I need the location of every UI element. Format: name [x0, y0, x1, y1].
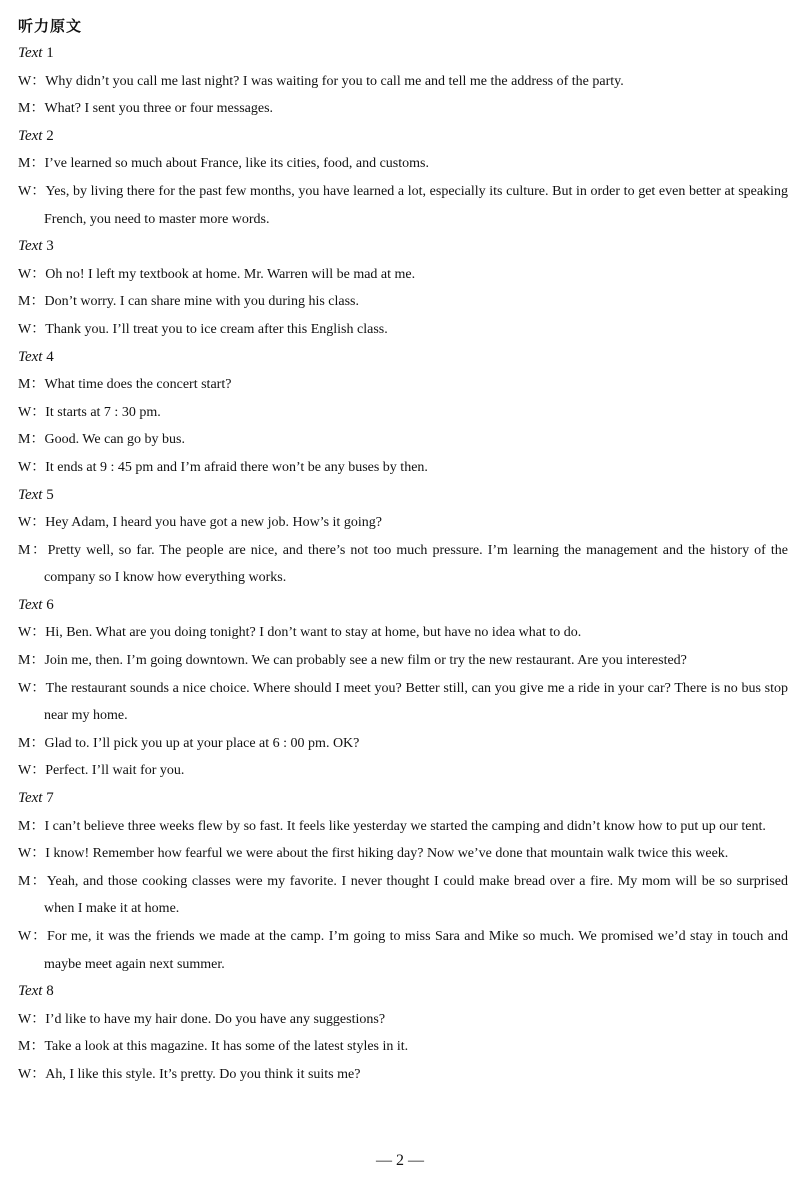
utterance-text: Why didn’t you call me last night? I was waiting for you to call me and tell me the address of the party.: [45, 73, 624, 89]
text-heading-number: 7: [46, 790, 54, 807]
text-heading: [18, 123, 788, 151]
text-heading-number: 8: [46, 983, 54, 1000]
dialogue-line: [18, 1006, 788, 1034]
speaker-label: W：: [18, 321, 46, 337]
text-heading: [18, 40, 788, 68]
dialogue-line: [18, 675, 788, 730]
speaker-label: W：: [18, 266, 46, 282]
dialogue-line: [18, 150, 788, 178]
dialogue-line: [18, 1033, 788, 1061]
text-heading-label: Text: [18, 983, 43, 1000]
text-heading-label: Text: [18, 486, 43, 503]
page-title: 听力原文: [18, 17, 83, 35]
utterance-text: I know! Remember how fearful we were about the first hiking day? Now we’ve done that mountain walk twice this week.: [45, 846, 729, 862]
speaker-label: W：: [18, 404, 46, 420]
utterance-text: Pretty well, so far. The people are nice, and there’s not too much pressure. I’m learning the management and the history of the company so I know how everything works.: [44, 542, 788, 586]
dialogue-line: [18, 399, 788, 427]
page-number: — 2 —: [376, 1152, 424, 1169]
text-heading-label: Text: [18, 596, 43, 613]
utterance-text: Yeah, and those cooking classes were my favorite. I never thought I could make bread over a fire. My mom will be so surprised when I make it at home.: [44, 873, 789, 917]
dialogue-line: [18, 647, 788, 675]
speaker-label: M：: [18, 735, 45, 751]
utterance-text: Oh no! I left my textbook at home. Mr. Warren will be mad at me.: [45, 266, 416, 282]
text-heading-number: 5: [46, 486, 54, 503]
speaker-label: W：: [18, 459, 46, 475]
dialogue-line: [18, 316, 788, 344]
text-heading-label: Text: [18, 127, 43, 144]
text-heading-label: Text: [18, 348, 43, 365]
utterance-text: Good. We can go by bus.: [44, 432, 185, 448]
utterance-text: Join me, then. I’m going downtown. We can probably see a new film or try the new restaurant. Are you interested?: [44, 653, 687, 669]
utterance-text: Perfect. I’ll wait for you.: [45, 763, 185, 779]
utterance-text: Don’t worry. I can share mine with you during his class.: [44, 294, 360, 310]
speaker-label: M：: [18, 156, 45, 172]
dialogue-line: [18, 619, 788, 647]
text-heading: [18, 233, 788, 261]
dialogue-line: [18, 537, 788, 592]
speaker-label: W：: [18, 763, 46, 779]
text-heading-number: 6: [46, 596, 54, 613]
dialogue-line: [18, 178, 788, 233]
dialogue-line: [18, 757, 788, 785]
speaker-label: W：: [18, 183, 46, 199]
utterance-text: Glad to. I’ll pick you up at your place at 6 : 00 pm. OK?: [44, 735, 360, 751]
utterance-text: Thank you. I’ll treat you to ice cream after this English class.: [45, 321, 388, 337]
dialogue-line: [18, 454, 788, 482]
speaker-label: M：: [18, 377, 45, 393]
dialogue-line: [18, 371, 788, 399]
speaker-label: M：: [18, 294, 45, 310]
utterance-text: I’ve learned so much about France, like its cities, food, and customs.: [44, 156, 429, 172]
speaker-label: M：: [18, 818, 45, 834]
text-heading: [18, 482, 788, 510]
utterance-text: Take a look at this magazine. It has some of the latest styles in it.: [44, 1039, 409, 1055]
utterance-text: I’d like to have my hair done. Do you have any suggestions?: [45, 1011, 386, 1027]
speaker-label: W：: [18, 1011, 46, 1027]
text-heading: [18, 785, 788, 813]
utterance-text: Hey Adam, I heard you have got a new job. How’s it going?: [45, 515, 382, 531]
utterance-text: I can’t believe three weeks flew by so fast. It feels like yesterday we started the camping and didn’t know how to put up our tent.: [44, 818, 766, 834]
speaker-label: W：: [18, 680, 46, 696]
text-heading-label: Text: [18, 45, 43, 61]
dialogue-line: [18, 261, 788, 289]
dialogue-line: [18, 923, 788, 978]
dialogue-line: [18, 509, 788, 537]
utterance-text: For me, it was the friends we made at the camp. I’m going to miss Sara and Mike so much. We promised we’d stay in touch and maybe meet again next summer.: [44, 929, 789, 972]
text-heading-number: 2: [46, 127, 54, 144]
dialogue-line: [18, 288, 788, 316]
dialogue-line: [18, 868, 788, 923]
speaker-label: W：: [18, 73, 46, 89]
speaker-label: M：: [18, 1039, 45, 1055]
speaker-label: M：: [18, 432, 45, 448]
utterance-text: The restaurant sounds a nice choice. Where should I meet you? Better still, can you give me a ride in your car? There is no bus stop near my home.: [44, 680, 788, 724]
speaker-label: W：: [18, 929, 48, 944]
speaker-label: W：: [18, 625, 46, 641]
dialogue-line: [18, 1061, 788, 1089]
transcript-body: [18, 40, 788, 1089]
utterance-text: Ah, I like this style. It’s pretty. Do you think it suits me?: [45, 1066, 361, 1082]
dialogue-line: [18, 730, 788, 758]
dialogue-line: [18, 95, 788, 123]
speaker-label: W：: [18, 846, 46, 862]
utterance-text: It starts at 7 : 30 pm.: [45, 404, 161, 420]
text-heading: [18, 978, 788, 1006]
utterance-text: What time does the concert start?: [44, 377, 232, 393]
speaker-label: W：: [18, 1066, 46, 1082]
speaker-label: M：: [18, 542, 48, 558]
speaker-label: M：: [18, 653, 45, 669]
text-heading-label: Text: [18, 790, 43, 807]
speaker-label: M：: [18, 101, 45, 117]
speaker-label: W：: [18, 515, 46, 531]
text-heading-number: 4: [46, 348, 54, 365]
utterance-text: Hi, Ben. What are you doing tonight? I don’t want to stay at home, but have no idea what to do.: [45, 625, 582, 641]
speaker-label: M：: [18, 873, 47, 889]
dialogue-line: [18, 840, 788, 868]
dialogue-line: [18, 813, 788, 841]
dialogue-line: [18, 426, 788, 454]
text-heading-label: Text: [18, 238, 43, 255]
utterance-text: Yes, by living there for the past few months, you have learned a lot, especially its culture. But in order to get even better at speaking French, you need to master more words.: [44, 183, 788, 227]
utterance-text: It ends at 9 : 45 pm and I’m afraid there won’t be any buses by then.: [45, 459, 428, 475]
text-heading-number: 3: [46, 238, 54, 255]
text-heading: [18, 592, 788, 620]
utterance-text: What? I sent you three or four messages.: [44, 101, 274, 117]
dialogue-line: [18, 68, 788, 96]
text-heading-number: 1: [46, 45, 54, 61]
text-heading: [18, 344, 788, 372]
